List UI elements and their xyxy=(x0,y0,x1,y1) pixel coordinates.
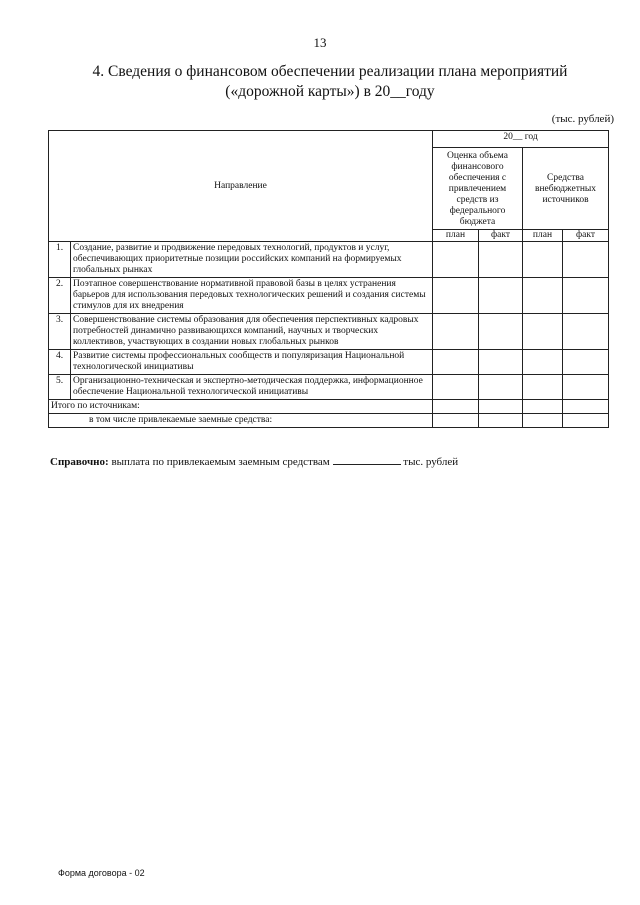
total-fact-nonbudget xyxy=(563,400,609,414)
cell-plan-nonbudget xyxy=(523,375,563,400)
header-direction: Направление xyxy=(49,131,433,242)
cell-fact-nonbudget xyxy=(563,242,609,278)
cell-fact-federal xyxy=(479,375,523,400)
row-number: 3. xyxy=(49,314,71,350)
header-federal-budget: Оценка объема финансового обеспечения с привлечением средств из федерального бюджета xyxy=(433,148,523,230)
cell-fact-nonbudget xyxy=(563,375,609,400)
table-row xyxy=(49,375,609,400)
cell-fact-federal xyxy=(479,314,523,350)
row-direction: Поэтапное совершенствование нормативной правовой базы в целях устранения барьеров для использования передовых технологических решений и создания системы стимулов для их внедрения xyxy=(71,278,433,314)
note-text: выплата по привлекаемым заемным средствам xyxy=(111,456,330,468)
table-row xyxy=(49,314,609,350)
note-unit: тыс. рублей xyxy=(403,456,459,468)
cell-fact-nonbudget xyxy=(563,350,609,375)
header-plan-federal: план xyxy=(433,230,479,242)
financing-table xyxy=(48,130,609,428)
including-fact-nonbudget xyxy=(563,414,609,428)
page-number: 13 xyxy=(313,35,327,50)
reference-note xyxy=(50,454,458,468)
cell-plan-federal xyxy=(433,350,479,375)
row-direction: Организационно-техническая и экспертно-методическая поддержка, информационное обеспечение Национальной технологической инициативы xyxy=(71,375,433,400)
cell-fact-federal xyxy=(479,242,523,278)
cell-plan-federal xyxy=(433,375,479,400)
cell-plan-nonbudget xyxy=(523,350,563,375)
footer-form-label: Форма договора - 02 xyxy=(58,868,145,878)
cell-fact-federal xyxy=(479,278,523,314)
cell-plan-nonbudget xyxy=(523,314,563,350)
section-title xyxy=(60,62,600,102)
row-number: 5. xyxy=(49,375,71,400)
note-label: Справочно: xyxy=(50,456,109,468)
cell-plan-nonbudget xyxy=(523,242,563,278)
cell-fact-federal xyxy=(479,350,523,375)
row-number: 4. xyxy=(49,350,71,375)
title-line-1: 4. Сведения о финансовом обеспечении реализации плана мероприятий xyxy=(92,63,568,80)
including-row xyxy=(49,414,609,428)
cell-fact-nonbudget xyxy=(563,314,609,350)
table-row xyxy=(49,242,609,278)
row-direction: Создание, развитие и продвижение передовых технологий, продуктов и услуг, обеспечивающих приоритетные позиции российских компаний на формируемых глобальных рынках xyxy=(71,242,433,278)
header-fact-federal: факт xyxy=(479,230,523,242)
row-number: 2. xyxy=(49,278,71,314)
including-plan-nonbudget xyxy=(523,414,563,428)
cell-plan-federal xyxy=(433,314,479,350)
row-direction: Развитие системы профессиональных сообществ и популяризация Национальной технологической инициативы xyxy=(71,350,433,375)
header-year: 20__ год xyxy=(433,131,609,148)
total-fact-federal xyxy=(479,400,523,414)
total-label: Итого по источникам: xyxy=(49,400,433,414)
row-number: 1. xyxy=(49,242,71,278)
note-blank-field xyxy=(333,454,401,465)
header-plan-nonbudget: план xyxy=(523,230,563,242)
cell-plan-federal xyxy=(433,278,479,314)
total-row xyxy=(49,400,609,414)
header-nonbudget: Средства внебюджетных источников xyxy=(523,148,609,230)
table-row xyxy=(49,350,609,375)
total-plan-federal xyxy=(433,400,479,414)
table-row xyxy=(49,278,609,314)
cell-plan-nonbudget xyxy=(523,278,563,314)
cell-plan-federal xyxy=(433,242,479,278)
including-fact-federal xyxy=(479,414,523,428)
including-label: в том числе привлекаемые заемные средства: xyxy=(49,414,433,428)
row-direction: Совершенствование системы образования для обеспечения перспективных кадровых потребностей динамично развивающихся компаний, научных и творческих коллективов, участвующих в создании новых глобальных рынков xyxy=(71,314,433,350)
header-fact-nonbudget: факт xyxy=(563,230,609,242)
title-line-2: («дорожной карты») в 20__году xyxy=(225,83,435,100)
total-plan-nonbudget xyxy=(523,400,563,414)
unit-label: (тыс. рублей) xyxy=(551,113,614,125)
cell-fact-nonbudget xyxy=(563,278,609,314)
header-row-year xyxy=(49,131,609,148)
including-plan-federal xyxy=(433,414,479,428)
